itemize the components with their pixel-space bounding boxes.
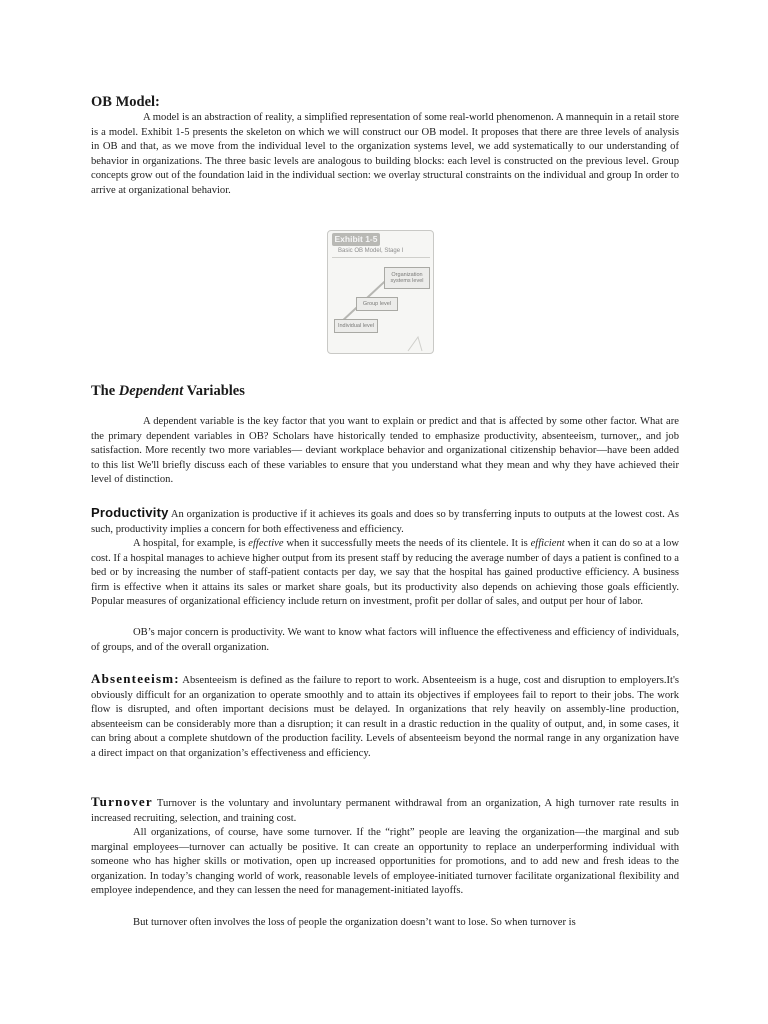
exhibit-figure [327, 230, 434, 354]
exhibit-subtitle: Basic OB Model, Stage I [338, 248, 404, 254]
turnover-paragraph-3: But turnover often involves the loss of people the organization doesn’t want to lose. So when turnover is [133, 917, 576, 928]
absenteeism-label: Absenteeism: [91, 671, 180, 686]
absenteeism-paragraph: Absenteeism: Absenteeism is defined as the failure to report to work. Absenteeism is a huge, cost and disruption to employers.It's obviously difficult for an organization to operate smoothly and to attain its objectives if employees fail to report to their jobs. The work flow is disrupted, and often important decisions must be delayed. In organizations that rely heavily on assembly-line production, absenteeism can be considerably more than a disruption; it can result in a drastic reduction in the quality of output, and, in some cases, it can bring about a complete shutdown of the production facility. Levels of absenteeism beyond the normal range in any organization have a direct impact on that organization’s effectiveness and efficiency. [91, 671, 679, 759]
productivity-paragraph-3: OB’s major concern is productivity. We want to know what factors will influence the effectiveness and efficiency of individuals, of groups, and of the overall organization. [91, 627, 679, 653]
dependent-variables-heading: The Dependent Variables [91, 383, 245, 399]
ob-model-paragraph: A model is an abstraction of reality, a simplified representation of some real-world phenomenon. A mannequin in a retail store is a model. Exhibit 1-5 presents the skeleton on which we will construct our OB model. It proposes that there are three levels of analysis in OB and that, as we move from the individual level to the organization systems level, we add systematically to our understanding of behavior in organizations. The three basic levels are analogous to building blocks: each level is constructed on the previous level. Group concepts grow out of the foundation laid in the individual section: we overlay structural constraints on the individual and group In order to arrive at organizational behavior. [91, 112, 679, 196]
turnover-label: Turnover [91, 794, 153, 809]
exhibit-tab: Exhibit 1-5 [332, 233, 380, 246]
turnover-paragraph-2: All organizations, of course, have some turnover. If the “right” people are leaving the organization—the marginal and sub marginal employees—turnover can actually be positive. It can create an opportunity to replace an underperforming individual with someone who has higher skills or motivation, open up increased opportunities for promotions, and to add new and fresh ideas to the organization. In today’s changing world of work, reasonable levels of employee-initiated turnover facilitate organizational flexibility and employee independence, and they can lessen the need for management-initiated layoffs. [91, 827, 679, 896]
productivity-paragraph-1: Productivity An organization is productive if it achieves its goals and does so by transferring inputs to outputs at the lowest cost. As such, productivity implies a concern for both effectiveness and efficiency. [91, 505, 679, 535]
turnover-paragraph-1: Turnover Turnover is the voluntary and involuntary permanent withdrawal from an organization, A high turnover rate results in increased recruiting, selection, and training cost. [91, 794, 679, 824]
individual-level-box: Individual level [334, 319, 378, 333]
ob-model-heading: OB Model: [91, 94, 160, 110]
diagonal-arrow-icon [328, 231, 433, 353]
dependent-variables-paragraph: A dependent variable is the key factor that you want to explain or predict and that is affected by some other factor. What are the primary dependent variables in OB? Scholars have historically tended to emphasize productivity, absenteeism, turnover,, and job satisfaction. More recently two more variables— deviant workplace behavior and organizational citizenship behavior—have been added to this list We'll briefly discuss each of these variables to ensure that you understand what they mean and why they have achieved their level of distinction. [91, 416, 679, 485]
org-systems-level-box: Organization systems level [384, 267, 430, 289]
productivity-paragraph-2: A hospital, for example, is effective when it successfully meets the needs of its clientele. It is efficient when it can do so at a low cost. If a hospital manages to achieve higher output from its present staff by reducing the average number of days a patient is confined to a bed or by increasing the number of staff-patient contacts per day, we say that the hospital has gained productive efficiency. A business firm is effective when it attains its sales or market share goals, but its productivity also depends on achieving those goals efficiently. Popular measures of organizational efficiency include return on investment, profit per dollar of sales, and output per hour of labor. [91, 538, 679, 607]
group-level-box: Group level [356, 297, 398, 311]
productivity-label: Productivity [91, 505, 169, 520]
